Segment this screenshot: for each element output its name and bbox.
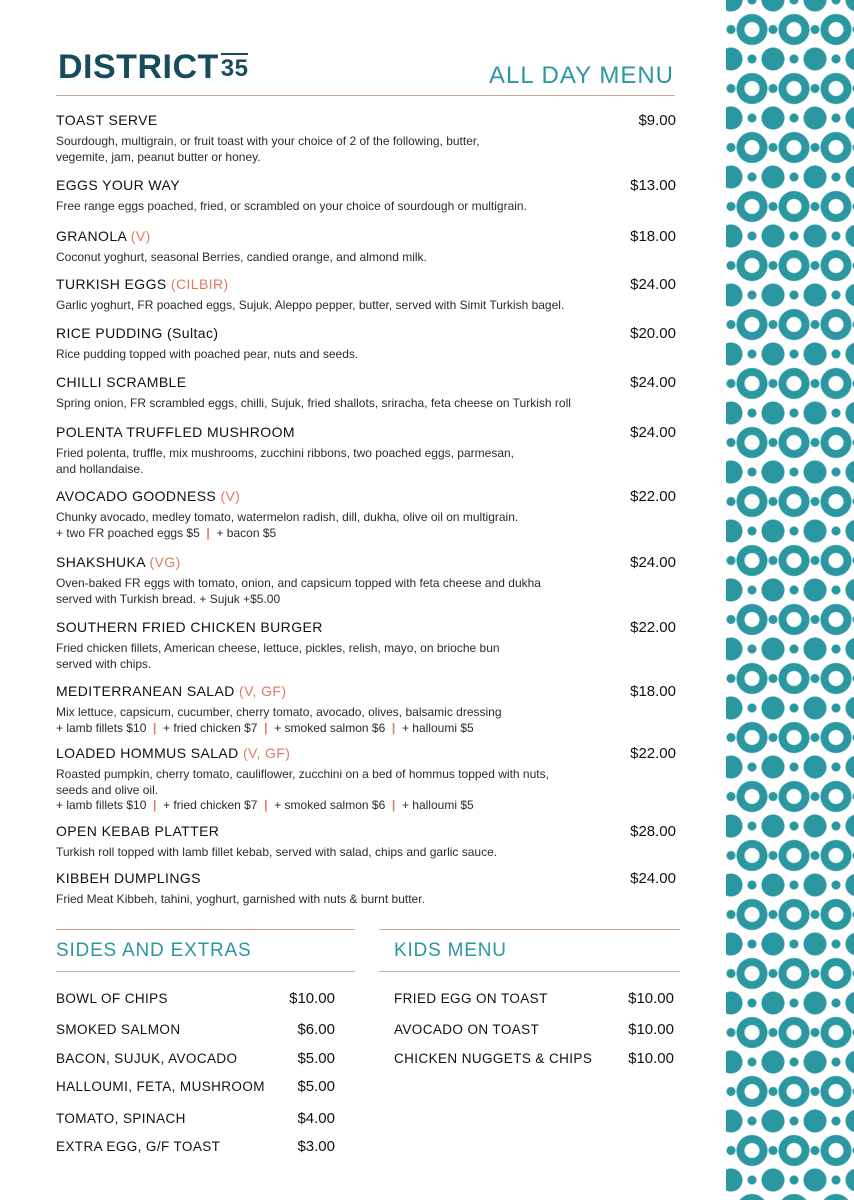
sides-item-price: $3.00 [297, 1138, 335, 1155]
menu-item [56, 870, 676, 908]
extra-option: + two FR poached eggs $5 [56, 525, 200, 540]
menu-item-name [56, 325, 218, 341]
menu-item-price: $24.00 [630, 554, 676, 571]
menu-item-extras [56, 526, 656, 542]
menu-item-description [56, 510, 656, 541]
sides-item-name: TOMATO, SPINACH [56, 1111, 186, 1126]
dietary-tag: (CILBIR) [170, 276, 229, 292]
menu-item-title: CHILLI SCRAMBLE [56, 374, 187, 390]
menu-item-header [56, 228, 676, 245]
menu-item-header [56, 488, 676, 505]
extra-option: + fried chicken $7 [163, 798, 258, 812]
menu-item-title: RICE PUDDING (Sultac) [56, 325, 219, 341]
extra-option: + smoked salmon $6 [274, 720, 386, 735]
description-line: Chunky avocado, medley tomato, watermelon radish, dill, dukha, olive oil on multigrain. [56, 510, 519, 524]
menu-item-header [56, 276, 676, 293]
menu-item-title: MEDITERRANEAN SALAD [56, 683, 235, 699]
menu-item-name [56, 870, 201, 886]
menu-item [56, 112, 676, 165]
menu-item-title: POLENTA TRUFFLED MUSHROOM [56, 424, 295, 440]
menu-item-name [56, 228, 151, 244]
menu-item-description [56, 134, 656, 165]
sides-row [56, 1021, 335, 1038]
extra-option: + lamb fillets $10 [56, 720, 147, 735]
extras-separator: | [146, 720, 164, 735]
kids-top-rule [379, 929, 680, 930]
menu-item-price: $24.00 [630, 374, 676, 391]
dietary-tag: (V) [130, 228, 151, 244]
dietary-tag: (V, GF) [242, 745, 291, 761]
menu-item-description [56, 199, 656, 215]
menu-item [56, 823, 676, 861]
sides-bottom-rule [56, 971, 355, 972]
menu-title: ALL DAY MENU [489, 62, 674, 89]
description-line: vegemite, jam, peanut butter or honey. [56, 149, 261, 164]
sides-row [56, 990, 335, 1007]
menu-item-description [56, 767, 656, 814]
menu-item-description [56, 576, 656, 607]
menu-item-name [56, 276, 229, 292]
menu-item-header [56, 112, 676, 129]
kids-item-price: $10.00 [628, 990, 674, 1007]
sides-item-name: BOWL OF CHIPS [56, 991, 168, 1006]
sides-item-price: $5.00 [297, 1078, 335, 1095]
brand-logo [58, 50, 248, 84]
menu-item-name [56, 177, 180, 193]
sides-item-name: BACON, SUJUK, AVOCADO [56, 1051, 238, 1066]
header-divider [56, 95, 675, 96]
menu-item-title: EGGS YOUR WAY [56, 177, 180, 193]
menu-item-description [56, 298, 656, 314]
kids-item-name: FRIED EGG ON TOAST [394, 991, 548, 1006]
menu-item-price: $13.00 [630, 177, 676, 194]
description-line: Spring onion, FR scrambled eggs, chilli, Sujuk, fried shallots, sriracha, feta cheese on Turkish roll [56, 396, 571, 410]
menu-item [56, 554, 676, 607]
extra-option: + halloumi $5 [401, 720, 474, 735]
menu-item-header [56, 554, 676, 571]
menu-item-price: $22.00 [630, 619, 676, 636]
description-line: Turkish roll topped with lamb fillet kebab, served with salad, chips and garlic sauce. [56, 845, 498, 859]
menu-item-description [56, 845, 656, 861]
menu-item-price: $24.00 [630, 424, 676, 441]
menu-item-description [56, 892, 656, 908]
brand-number: 35 [220, 55, 249, 82]
menu-item-name [56, 745, 290, 761]
sides-title: SIDES AND EXTRAS [56, 940, 252, 961]
description-line: served with Turkish bread. + Sujuk +$5.00 [56, 591, 281, 606]
description-line: Fried polenta, truffle, mix mushrooms, zucchini ribbons, two poached eggs, parmesan, [56, 446, 515, 460]
menu-item [56, 745, 676, 814]
menu-item-price: $18.00 [630, 228, 676, 245]
menu-item-header [56, 374, 676, 391]
kids-item-price: $10.00 [628, 1050, 674, 1067]
menu-item-title: SOUTHERN FRIED CHICKEN BURGER [56, 619, 323, 635]
extras-separator: | [385, 720, 402, 735]
description-line: Fried Meat Kibbeh, tahini, yoghurt, garnished with nuts & burnt butter. [56, 892, 425, 906]
sides-item-name: SMOKED SALMON [56, 1022, 181, 1037]
extras-separator: | [199, 525, 217, 540]
menu-item-extras [56, 798, 656, 814]
menu-item-description [56, 396, 656, 412]
sides-item-name: EXTRA EGG, G/F TOAST [56, 1139, 221, 1154]
decorative-pattern-strip [726, 0, 854, 1200]
extra-option: + fried chicken $7 [163, 720, 258, 735]
description-line: Oven-baked FR eggs with tomato, onion, and capsicum topped with feta cheese and dukha [56, 576, 541, 590]
sides-item-price: $4.00 [297, 1110, 335, 1127]
extra-option: + lamb fillets $10 [56, 798, 147, 812]
extra-option: + smoked salmon $6 [274, 798, 386, 812]
sides-item-price: $6.00 [297, 1021, 335, 1038]
sides-item-price: $5.00 [297, 1050, 335, 1067]
menu-item-price: $20.00 [630, 325, 676, 342]
sides-row [56, 1138, 335, 1155]
menu-item [56, 374, 676, 412]
menu-item-description [56, 446, 656, 477]
dietary-tag: (VG) [149, 554, 181, 570]
menu-item-header [56, 177, 676, 194]
kids-item-name: AVOCADO ON TOAST [394, 1022, 540, 1037]
menu-item [56, 619, 676, 672]
menu-item-description [56, 705, 656, 736]
extra-option: + bacon $5 [216, 525, 277, 540]
extras-separator: | [146, 798, 164, 812]
menu-item-extras [56, 721, 656, 737]
menu-item-name [56, 424, 295, 440]
description-line: Rice pudding topped with poached pear, nuts and seeds. [56, 347, 359, 361]
extras-separator: | [385, 798, 402, 812]
menu-item-description [56, 641, 656, 672]
kids-item-price: $10.00 [628, 1021, 674, 1038]
kids-row [394, 990, 674, 1007]
extras-separator: | [257, 798, 275, 812]
kids-title: KIDS MENU [394, 940, 507, 961]
menu-item-price: $18.00 [630, 683, 676, 700]
menu-item [56, 488, 676, 541]
dietary-tag: (V) [220, 488, 241, 504]
description-line: seeds and olive oil. [56, 782, 159, 797]
menu-item-header [56, 424, 676, 441]
menu-item [56, 177, 676, 215]
menu-item [56, 228, 676, 266]
extra-option: + halloumi $5 [401, 798, 474, 812]
menu-item-title: KIBBEH DUMPLINGS [56, 870, 201, 886]
sides-row [56, 1050, 335, 1067]
sides-top-rule [56, 929, 355, 930]
description-line: Mix lettuce, capsicum, cucumber, cherry tomato, avocado, olives, balsamic dressing [56, 705, 502, 719]
menu-item-title: TURKISH EGGS [56, 276, 167, 292]
menu-item-price: $24.00 [630, 276, 676, 293]
menu-item-header [56, 745, 676, 762]
menu-item-name [56, 823, 219, 839]
menu-item-name [56, 683, 286, 699]
menu-item-title: OPEN KEBAB PLATTER [56, 823, 220, 839]
menu-item-title: GRANOLA [56, 228, 127, 244]
menu-item-header [56, 870, 676, 887]
description-line: Coconut yoghurt, seasonal Berries, candied orange, and almond milk. [56, 250, 427, 264]
description-line: served with chips. [56, 656, 152, 671]
menu-item-title: TOAST SERVE [56, 112, 158, 128]
menu-item-price: $24.00 [630, 870, 676, 887]
sides-row [56, 1110, 335, 1127]
menu-item-price: $22.00 [630, 745, 676, 762]
description-line: and hollandaise. [56, 461, 144, 476]
kids-row [394, 1021, 674, 1038]
menu-item-title: AVOCADO GOODNESS [56, 488, 217, 504]
description-line: Garlic yoghurt, FR poached eggs, Sujuk, Aleppo pepper, butter, served with Simit Turkish bagel. [56, 298, 565, 312]
description-line: Free range eggs poached, fried, or scrambled on your choice of sourdough or multigrain. [56, 199, 527, 213]
extras-separator: | [257, 720, 275, 735]
description-line: Sourdough, multigrain, or fruit toast with your choice of 2 of the following, butter, [56, 134, 480, 148]
description-line: Roasted pumpkin, cherry tomato, cauliflower, zucchini on a bed of hommus topped with nuts, [56, 767, 549, 781]
sides-item-price: $10.00 [289, 990, 335, 1007]
kids-item-name: CHICKEN NUGGETS & CHIPS [394, 1051, 593, 1066]
menu-item-name [56, 488, 240, 504]
menu-item-title: LOADED HOMMUS SALAD [56, 745, 239, 761]
menu-item-header [56, 823, 676, 840]
menu-item [56, 683, 676, 736]
menu-item [56, 424, 676, 477]
dietary-tag: (V, GF) [239, 683, 287, 699]
menu-item-header [56, 325, 676, 342]
brand-name: DISTRICT [58, 48, 219, 86]
menu-item [56, 325, 676, 363]
menu-item-title: SHAKSHUKA [56, 554, 146, 570]
sides-row [56, 1078, 335, 1095]
menu-item-price: $9.00 [638, 112, 676, 129]
description-line: Fried chicken fillets, American cheese, lettuce, pickles, relish, mayo, on brioche bun [56, 641, 500, 655]
kids-bottom-rule [379, 971, 680, 972]
menu-item-name [56, 619, 323, 635]
menu-item-header [56, 683, 676, 700]
menu-item-name [56, 554, 181, 570]
menu-item-name [56, 374, 186, 390]
sides-item-name: HALLOUMI, FETA, MUSHROOM [56, 1079, 265, 1094]
menu-item-price: $28.00 [630, 823, 676, 840]
menu-item-description [56, 250, 656, 266]
menu-item-header [56, 619, 676, 636]
menu-item-name [56, 112, 158, 128]
menu-item-price: $22.00 [630, 488, 676, 505]
menu-item-description [56, 347, 656, 363]
menu-item [56, 276, 676, 314]
kids-row [394, 1050, 674, 1067]
